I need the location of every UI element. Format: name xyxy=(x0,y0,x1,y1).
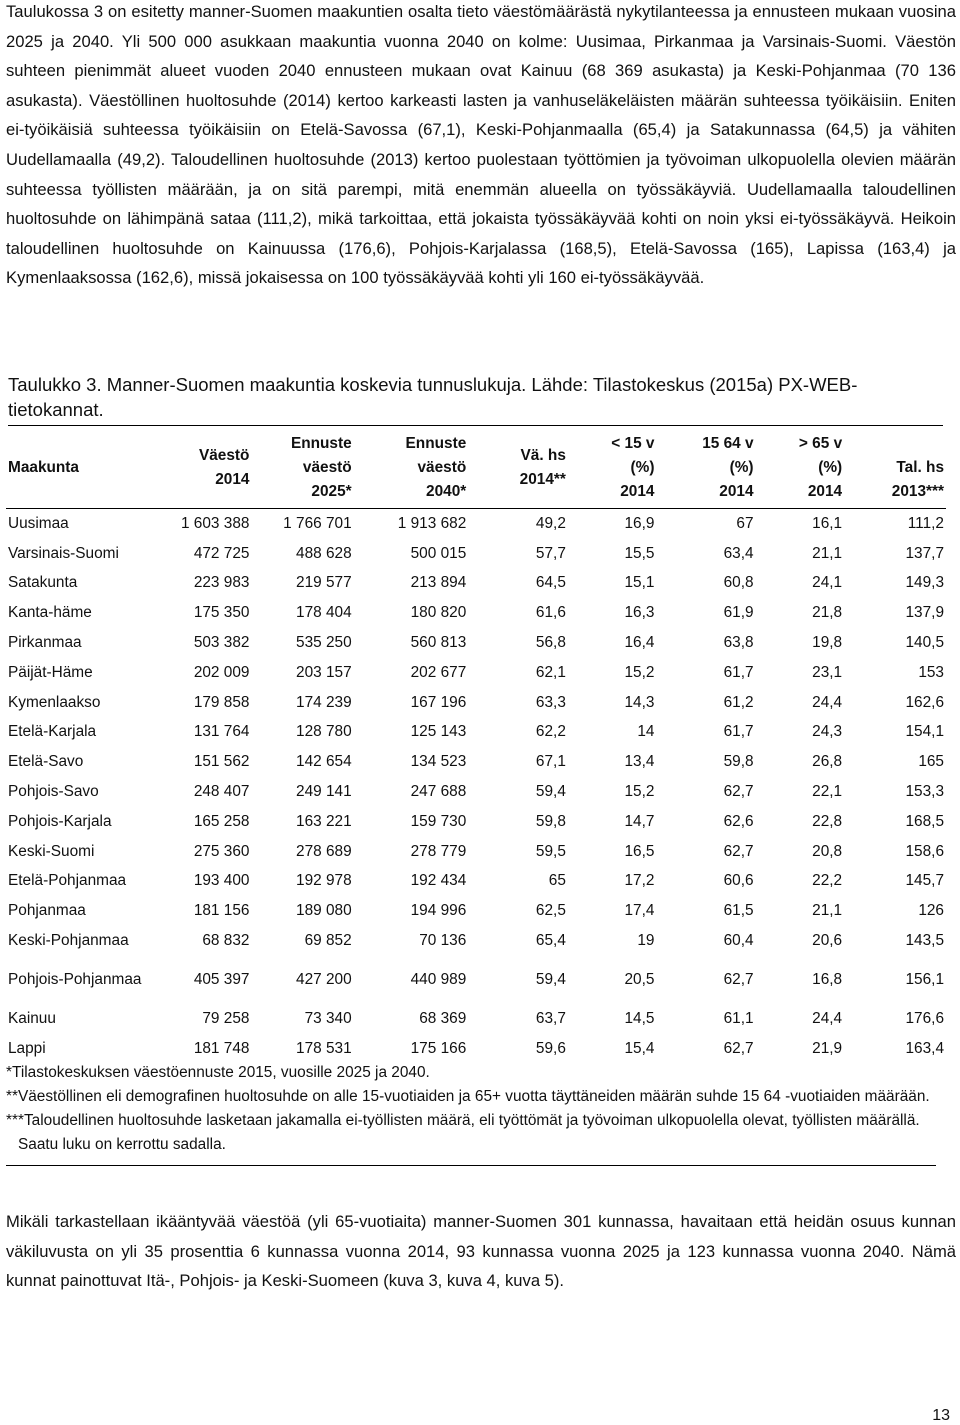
cell-vahs: 49,2 xyxy=(535,514,566,532)
cell-vahs: 59,4 xyxy=(535,783,566,801)
cell-o65: 23,1 xyxy=(812,663,843,681)
cell-maakunta: Kanta-häme xyxy=(8,604,92,622)
table-row xyxy=(6,836,946,866)
closing-paragraph: Mikäli tarkastellaan ikääntyvää väestöä (yli 65-vuotiaita) manner-Suomen 301 kunnassa, havaitaan että heidän osuus kunnan väkiluvusta on yli 35 prosenttia 6 kunnassa vuonna 2014, 93 kunnassa vuonna 2025 ja 123 kunnassa vuonna 2040. Nämä kunnat painottuvat Itä-, Pohjois- ja Keski-Suomeen (kuva 3, kuva 4, kuva 5). xyxy=(6,1212,956,1291)
cell-o65: 21,1 xyxy=(812,902,843,920)
table-row xyxy=(6,806,946,836)
cell-e2040: 500 015 xyxy=(410,544,467,562)
cell-e2025: 278 689 xyxy=(296,842,352,860)
cell-maakunta: Uusimaa xyxy=(8,514,69,532)
cell-o65: 16,8 xyxy=(812,970,843,988)
cell-v2014: 405 397 xyxy=(193,970,250,988)
cell-talhs: 165 xyxy=(918,753,944,771)
cell-u15: 16,9 xyxy=(624,514,655,532)
cell-maakunta: Keski-Pohjanmaa xyxy=(8,932,129,950)
cell-v2014: 275 360 xyxy=(193,842,250,860)
cell-e2040: 192 434 xyxy=(410,872,467,890)
cell-e2040: 175 166 xyxy=(410,1039,467,1057)
cell-e2040: 68 369 xyxy=(419,1009,467,1027)
cell-maakunta: Etelä-Pohjanmaa xyxy=(8,872,127,890)
cell-vahs: 57,7 xyxy=(535,544,566,562)
table-row xyxy=(6,896,946,926)
cell-v2014: 1 603 388 xyxy=(180,514,250,532)
cell-v2014: 202 009 xyxy=(193,663,250,681)
cell-talhs: 153 xyxy=(918,663,944,681)
cell-o65: 22,2 xyxy=(812,872,843,890)
cell-maakunta: Etelä-Savo xyxy=(8,753,84,771)
cell-maakunta: Varsinais-Suomi xyxy=(8,544,119,562)
cell-v2014: 79 258 xyxy=(202,1009,250,1027)
cell-o65: 21,8 xyxy=(812,604,843,622)
cell-e2040: 180 820 xyxy=(410,604,467,622)
cell-maakunta: Kainuu xyxy=(8,1009,56,1027)
cell-o65: 22,1 xyxy=(812,783,843,801)
cell-maakunta: Lappi xyxy=(8,1039,46,1057)
cell-maakunta: Satakunta xyxy=(8,574,78,592)
table-row xyxy=(6,777,946,807)
cell-v2014: 193 400 xyxy=(193,872,250,890)
table-row xyxy=(6,747,946,777)
cell-vahs: 59,6 xyxy=(535,1039,566,1057)
cell-vahs: 56,8 xyxy=(535,634,566,652)
cell-a1564: 63,4 xyxy=(723,544,754,562)
intro-paragraph: Taulukossa 3 on esitetty manner-Suomen maakuntien osalta tieto väestömäärästä nykytilanteessa ja ennusteen mukaan vuosina 2025 ja 2040. Yli 500 000 asukkaan maakuntia vuonna 2040 on kolme: Uusimaa, Pirkanmaa ja Varsinais-Suomi. Väestön suhteen pienimmät alueet vuoden 2040 ennusteen mukaan ovat Kainuu (68 369 asukasta) ja Keski-Pohjanmaa (70 136 asukasta). Väestöllinen huoltosuhde (2014) kertoo karkeasti lasten ja vanhuseläkeläisten määrän suhteessa työikäisiin. Eniten ei-työikäisiä suhteessa työikäisiin on Etelä-Savossa (67,1), Keski-Pohjanmaalla (65,4) ja Satakunnassa (64,5) ja vähiten Uudellamaalla (49,2). Taloudellinen huoltosuhde (2013) kertoo puolestaan työttömien ja työvoiman ulkopuolella olevien määrän suhteessa työllisten määrään, ja on sitä parempi, mitä enemmän alueella on työssäkäyviä. Uudellamaalla taloudellinen huoltosuhde on lähimpänä sataa (111,2), mikä tarkoittaa, että jokaista työssäkäyvää kohti on noin yksi ei-työssäkäyvä. Heikoin taloudellinen huoltosuhde on Kainuussa (176,6), Pohjois-Karjalassa (168,5), Etelä-Savossa (165), Lapissa (163,4) ja Kymenlaaksossa (162,6), missä jokaisessa on 100 työssäkäyvää kohti yli 160 ei-työssäkäyvää. xyxy=(6,2,956,288)
cell-v2014: 472 725 xyxy=(193,544,250,562)
cell-e2025: 142 654 xyxy=(296,753,352,771)
cell-e2025: 128 780 xyxy=(296,723,352,741)
footnote-1: *Tilastokeskuksen väestöennuste 2015, vuosille 2025 ja 2040. xyxy=(6,1064,430,1081)
cell-e2040: 134 523 xyxy=(410,753,467,771)
cell-vahs: 61,6 xyxy=(535,604,566,622)
col-header-vaesto-2014: Väestö 2014 xyxy=(176,428,251,508)
table-row xyxy=(6,866,946,896)
cell-u15: 14,7 xyxy=(624,812,655,830)
cell-e2025: 192 978 xyxy=(296,872,352,890)
cell-o65: 20,8 xyxy=(812,842,843,860)
cell-maakunta: Pohjois-Savo xyxy=(8,783,99,801)
cell-a1564: 62,7 xyxy=(723,970,754,988)
cell-a1564: 61,7 xyxy=(723,663,754,681)
cell-e2025: 535 250 xyxy=(296,634,352,652)
cell-e2025: 178 531 xyxy=(296,1039,352,1057)
cell-a1564: 61,1 xyxy=(723,1009,754,1027)
cell-v2014: 503 382 xyxy=(193,634,250,652)
cell-v2014: 151 562 xyxy=(193,753,250,771)
cell-a1564: 62,7 xyxy=(723,783,754,801)
cell-v2014: 165 258 xyxy=(193,812,250,830)
footnotes xyxy=(6,1061,936,1166)
cell-e2025: 427 200 xyxy=(296,970,352,988)
cell-a1564: 60,8 xyxy=(723,574,754,592)
cell-v2014: 248 407 xyxy=(193,783,250,801)
cell-a1564: 61,2 xyxy=(723,693,754,711)
col-header-over-65: > 65 v (%) 2014 xyxy=(756,428,845,508)
cell-e2040: 440 989 xyxy=(410,970,467,988)
cell-e2040: 70 136 xyxy=(419,932,467,950)
table-body xyxy=(6,508,946,1063)
cell-vahs: 65 xyxy=(548,872,566,890)
table-row xyxy=(6,717,946,747)
cell-e2025: 163 221 xyxy=(296,812,352,830)
cell-u15: 19 xyxy=(637,932,655,950)
cell-a1564: 60,4 xyxy=(723,932,754,950)
cell-o65: 20,6 xyxy=(812,932,843,950)
col-header-under-15: < 15 v (%) 2014 xyxy=(568,428,657,508)
cell-e2025: 249 141 xyxy=(296,783,352,801)
col-header-maakunta: Maakunta xyxy=(6,428,176,508)
cell-o65: 22,8 xyxy=(812,812,843,830)
cell-u15: 15,1 xyxy=(624,574,655,592)
cell-vahs: 63,3 xyxy=(535,693,566,711)
cell-u15: 16,4 xyxy=(624,634,655,652)
cell-e2025: 174 239 xyxy=(296,693,352,711)
cell-e2040: 202 677 xyxy=(410,663,467,681)
cell-vahs: 64,5 xyxy=(535,574,566,592)
cell-e2025: 189 080 xyxy=(296,902,352,920)
cell-o65: 24,3 xyxy=(812,723,843,741)
cell-o65: 24,4 xyxy=(812,1009,843,1027)
cell-maakunta: Pohjois-Karjala xyxy=(8,812,112,830)
cell-a1564: 61,7 xyxy=(723,723,754,741)
cell-v2014: 179 858 xyxy=(193,693,250,711)
cell-talhs: 126 xyxy=(918,902,944,920)
col-header-tal-hs: Tal. hs 2013*** xyxy=(844,428,946,508)
cell-vahs: 62,5 xyxy=(535,902,566,920)
cell-a1564: 62,7 xyxy=(723,1039,754,1057)
cell-e2040: 278 779 xyxy=(410,842,467,860)
cell-talhs: 137,7 xyxy=(905,544,944,562)
cell-o65: 24,1 xyxy=(812,574,843,592)
cell-vahs: 65,4 xyxy=(535,932,566,950)
cell-a1564: 62,6 xyxy=(723,812,754,830)
table-row xyxy=(6,657,946,687)
cell-vahs: 59,4 xyxy=(535,970,566,988)
cell-vahs: 62,2 xyxy=(535,723,566,741)
cell-v2014: 175 350 xyxy=(193,604,250,622)
cell-u15: 16,5 xyxy=(624,842,655,860)
cell-e2040: 560 813 xyxy=(410,634,467,652)
cell-u15: 14,3 xyxy=(624,693,655,711)
col-header-ennuste-2040: Ennuste väestö 2040* xyxy=(354,428,469,508)
cell-u15: 13,4 xyxy=(624,753,655,771)
cell-maakunta: Keski-Suomi xyxy=(8,842,95,860)
col-header-15-64: 15 64 v (%) 2014 xyxy=(656,428,755,508)
col-header-va-hs: Vä. hs 2014** xyxy=(468,428,568,508)
table-row xyxy=(6,538,946,568)
cell-maakunta: Päijät-Häme xyxy=(8,663,93,681)
cell-talhs: 145,7 xyxy=(905,872,944,890)
cell-a1564: 61,5 xyxy=(723,902,754,920)
table-row xyxy=(6,926,946,956)
cell-maakunta: Pohjois-Pohjanmaa xyxy=(8,970,142,988)
cell-u15: 15,2 xyxy=(624,783,655,801)
cell-e2040: 213 894 xyxy=(410,574,467,592)
cell-talhs: 140,5 xyxy=(905,634,944,652)
cell-a1564: 61,9 xyxy=(723,604,754,622)
cell-talhs: 163,4 xyxy=(905,1039,944,1057)
cell-e2025: 1 766 701 xyxy=(283,514,352,532)
cell-e2040: 247 688 xyxy=(410,783,467,801)
table-row xyxy=(6,628,946,658)
footnote-2: **Väestöllinen eli demografinen huoltosuhde on alle 15-vuotiaiden ja 65+ vuotta täyttäneiden määrän suhde 15 64 -vuotiaiden määrään. xyxy=(6,1088,930,1105)
cell-e2040: 125 143 xyxy=(410,723,467,741)
cell-e2040: 167 196 xyxy=(410,693,467,711)
cell-o65: 26,8 xyxy=(812,753,843,771)
table-row xyxy=(6,598,946,628)
table-row xyxy=(6,508,946,538)
cell-o65: 19,8 xyxy=(812,634,843,652)
cell-e2025: 73 340 xyxy=(304,1009,352,1027)
cell-talhs: 143,5 xyxy=(905,932,944,950)
cell-talhs: 153,3 xyxy=(905,783,944,801)
col-header-ennuste-2025: Ennuste väestö 2025* xyxy=(251,428,353,508)
table-row xyxy=(6,687,946,717)
cell-u15: 14 xyxy=(637,723,655,741)
cell-e2025: 219 577 xyxy=(296,574,352,592)
cell-maakunta: Kymenlaakso xyxy=(8,693,101,711)
cell-talhs: 111,2 xyxy=(907,514,944,532)
cell-maakunta: Etelä-Karjala xyxy=(8,723,97,741)
cell-v2014: 181 156 xyxy=(193,902,250,920)
cell-e2040: 1 913 682 xyxy=(397,514,467,532)
cell-e2040: 194 996 xyxy=(410,902,467,920)
cell-o65: 24,4 xyxy=(812,693,843,711)
cell-maakunta: Pirkanmaa xyxy=(8,634,82,652)
cell-v2014: 131 764 xyxy=(193,723,250,741)
cell-v2014: 181 748 xyxy=(193,1039,250,1057)
table-caption: Taulukko 3. Manner-Suomen maakuntia koskevia tunnuslukuja. Lähde: Tilastokeskus (2015a) PX-WEB-tietokannat. xyxy=(8,372,943,426)
cell-u15: 15,2 xyxy=(624,663,655,681)
cell-e2025: 203 157 xyxy=(296,663,352,681)
cell-u15: 16,3 xyxy=(624,604,655,622)
cell-a1564: 60,6 xyxy=(723,872,754,890)
cell-o65: 21,1 xyxy=(812,544,843,562)
cell-e2040: 159 730 xyxy=(410,812,467,830)
cell-talhs: 176,6 xyxy=(905,1009,944,1027)
cell-a1564: 62,7 xyxy=(723,842,754,860)
cell-vahs: 59,5 xyxy=(535,842,566,860)
cell-u15: 20,5 xyxy=(624,970,655,988)
cell-u15: 15,4 xyxy=(624,1039,655,1057)
cell-u15: 17,2 xyxy=(624,872,655,890)
cell-vahs: 62,1 xyxy=(535,663,566,681)
cell-vahs: 67,1 xyxy=(535,753,566,771)
data-table xyxy=(6,428,946,1063)
cell-v2014: 68 832 xyxy=(202,932,250,950)
cell-o65: 16,1 xyxy=(812,514,843,532)
cell-e2025: 69 852 xyxy=(304,932,352,950)
footnote-3: ***Taloudellinen huoltosuhde lasketaan jakamalla ei-työllisten määrä, eli työttömät ja työvoiman ulkopuolella olevat, työllisten määrällä. Saatu luku on kerrottu sadalla. xyxy=(6,1112,920,1153)
cell-u15: 14,5 xyxy=(624,1009,655,1027)
table-header-row xyxy=(6,428,946,508)
cell-vahs: 63,7 xyxy=(535,1009,566,1027)
table-row xyxy=(6,568,946,598)
cell-a1564: 63,8 xyxy=(723,634,754,652)
table-row xyxy=(6,1003,946,1033)
cell-v2014: 223 983 xyxy=(193,574,250,592)
cell-vahs: 59,8 xyxy=(535,812,566,830)
cell-talhs: 154,1 xyxy=(905,723,944,741)
cell-talhs: 158,6 xyxy=(905,842,944,860)
cell-talhs: 156,1 xyxy=(905,970,944,988)
cell-u15: 15,5 xyxy=(624,544,655,562)
cell-a1564: 59,8 xyxy=(723,753,754,771)
page-number: 13 xyxy=(932,1407,950,1424)
cell-a1564: 67 xyxy=(736,514,754,532)
cell-talhs: 149,3 xyxy=(905,574,944,592)
cell-talhs: 162,6 xyxy=(905,693,944,711)
cell-u15: 17,4 xyxy=(624,902,655,920)
cell-o65: 21,9 xyxy=(812,1039,843,1057)
cell-talhs: 168,5 xyxy=(905,812,944,830)
cell-maakunta: Pohjanmaa xyxy=(8,902,86,920)
cell-talhs: 137,9 xyxy=(905,604,944,622)
table-row xyxy=(6,1033,946,1063)
cell-e2025: 178 404 xyxy=(296,604,352,622)
table-row xyxy=(6,955,946,1003)
cell-e2025: 488 628 xyxy=(296,544,352,562)
